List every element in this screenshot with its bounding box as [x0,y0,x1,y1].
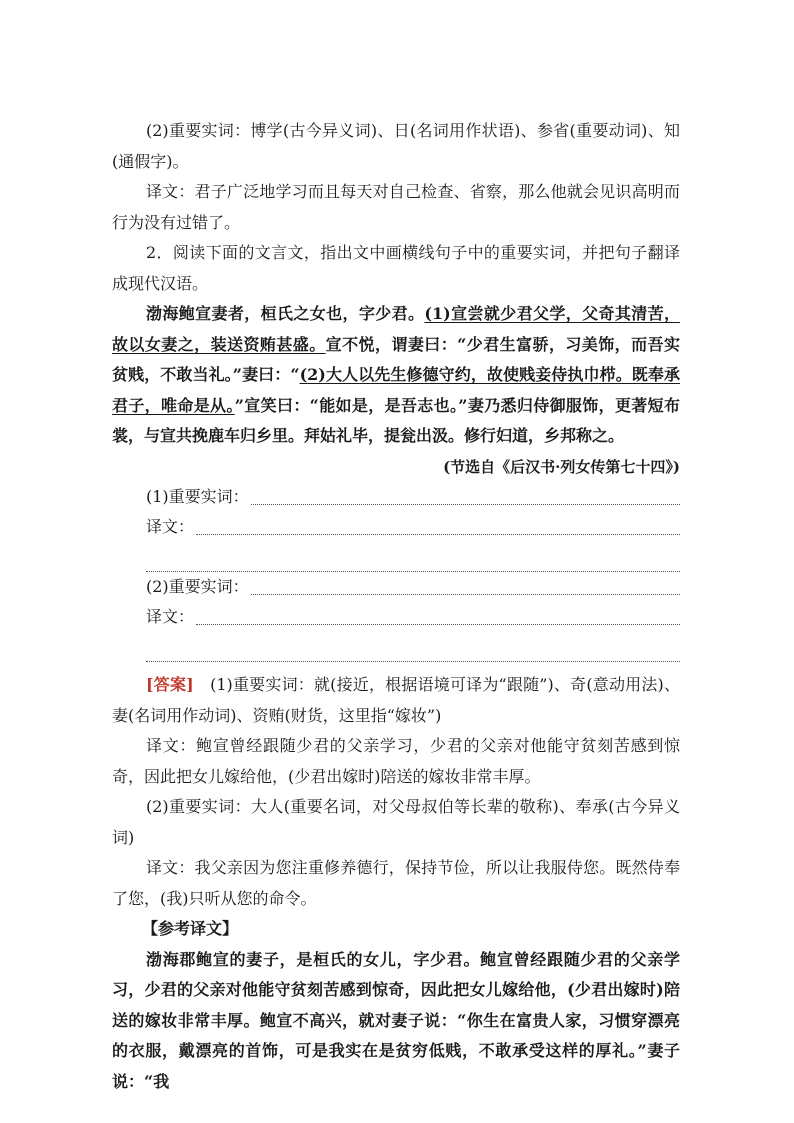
passage-middle: 宣不悦，谓妻曰：“少君生富骄，习美饰，而吾实贫贱，不敢当礼。”妻曰：“ [112,334,680,384]
underlined-sentence-1: (1)宣尝就少君父学，父奇其清苦，故以女妻之，装送资贿甚盛。 [112,304,680,354]
vocab-item-2: (2)重要实词：博学(古今异义词)、日(名词用作状语)、参省(重要动词)、知(通假字)。 [112,121,680,171]
reference-translation: 渤海郡鲍宣的妻子，是桓氏的女儿，字少君。鲍宣曾经跟随少君的父亲学习，少君的父亲对他能守贫刻苦感到惊奇，因此把女儿嫁给他，(少君出嫁时)陪送的嫁妆非常丰厚。鲍宣不高兴，就对妻子说：“你生在富贵人家，习惯穿漂亮的衣服，戴漂亮的首饰，可是我实在是贫穷低贱，不敢承受这样的厚礼。”妻子说：“我 [112,949,680,1091]
blank-translation-1-label: 译文： [146,517,195,536]
blank-vocab-2[interactable] [146,572,680,602]
answer-line [251,504,680,505]
answer-line [196,534,680,535]
passage-source: (节选自《后汉书·列女传第七十四》) [443,457,680,476]
blank-vocab-1-label: (1)重要实词： [146,487,249,506]
answer-tag: [答案] [146,675,194,694]
blank-translation-1-cont[interactable] [146,542,680,572]
question-prompt: 2．阅读下面的文言文，指出文中画横线句子中的重要实词，并把句子翻译成现代汉语。 [112,243,680,293]
blank-vocab-1[interactable] [146,482,680,512]
answer-translation-2: 译文：我父亲因为您注重修养德行，保持节俭，所以让我服侍您。既然侍奉了您，(我)只听从您的命令。 [112,858,680,908]
blank-vocab-2-label: (2)重要实词： [146,577,249,596]
answer-line [251,594,680,595]
blank-translation-1[interactable] [146,512,680,542]
passage-intro: 渤海鲍宣妻者，桓氏之女也，字少君。 [146,304,425,323]
classical-passage [112,299,680,452]
passage-end: ”宣笑曰：“能如是，是吾志也。”妻乃悉归侍御服饰，更著短布裳，与宣共挽鹿车归乡里。拜姑礼毕，提瓮出汲。修行妇道，乡邦称之。 [112,395,680,445]
blank-translation-2-label: 译文： [146,607,195,626]
blank-translation-2[interactable] [146,602,680,632]
answer-vocab-1-text: (1)重要实词：就(接近，根据语境可译为“跟随”)、奇(意动用法)、妻(名词用作动词)、资贿(财货，这里指“嫁妆”) [112,675,680,725]
blank-translation-2-cont[interactable] [146,632,680,662]
answer-vocab-1 [112,670,680,731]
answer-translation-1: 译文：鲍宣曾经跟随少君的父亲学习，少君的父亲对他能守贫刻苦感到惊奇，因此把女儿嫁给他，(少君出嫁时)陪送的嫁妆非常丰厚。 [112,736,680,786]
reference-heading: 【参考译文】 [142,919,239,938]
translation-2: 译文：君子广泛地学习而且每天对自己检查、省察，那么他就会见识高明而行为没有过错了。 [112,182,680,232]
answer-line [196,624,680,625]
answer-vocab-2: (2)重要实词：大人(重要名词，对父母叔伯等长辈的敬称)、奉承(古今异义词) [112,797,680,847]
document-body [112,116,680,1097]
underlined-sentence-2: (2)大人以先生修德守约，故使贱妾侍执巾栉。既奉承君子，唯命是从。 [112,365,680,415]
